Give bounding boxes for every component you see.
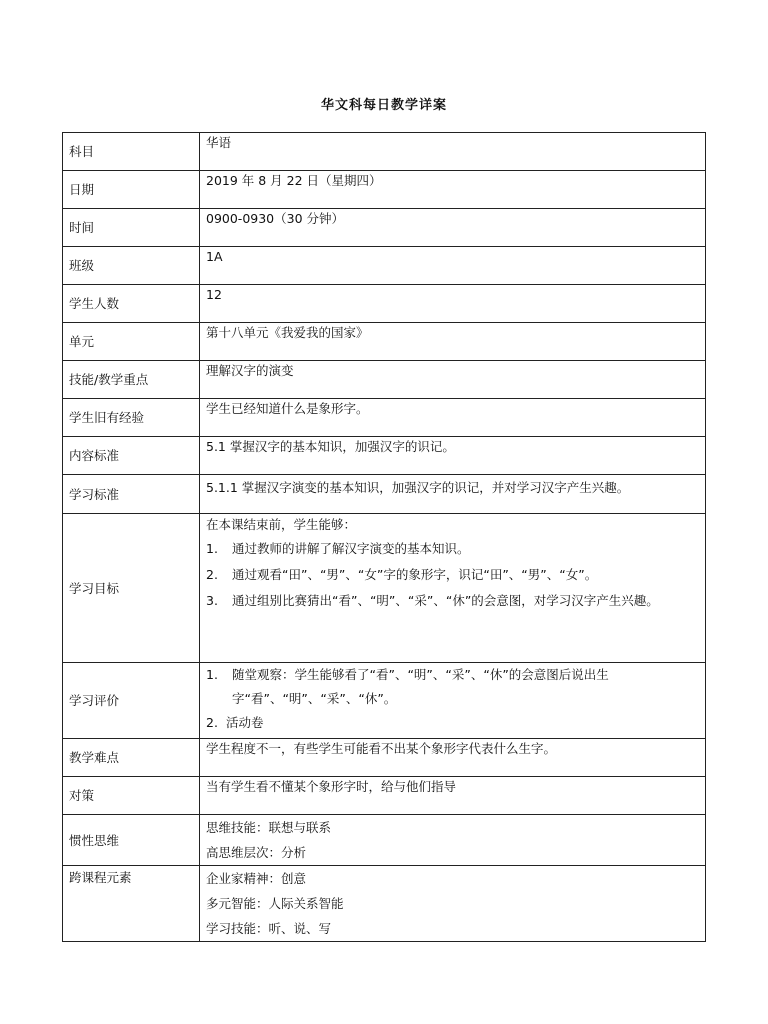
label-content-standard: 内容标准 [63, 437, 200, 475]
objective-item [206, 562, 699, 588]
label-focus: 技能/教学重点 [63, 361, 200, 399]
row-assessment [63, 663, 706, 739]
assessment-list [206, 663, 699, 735]
thinking-line: 高思维层次：分析 [206, 845, 307, 860]
label-class: 班级 [63, 247, 200, 285]
value-subject: 华语 [200, 133, 706, 171]
row-focus [63, 361, 706, 399]
value-unit: 第十八单元《我爱我的国家》 [200, 323, 706, 361]
row-strategy [63, 777, 706, 815]
label-cross-curricular: 跨课程元素 [63, 866, 200, 942]
objective-item [206, 536, 699, 562]
row-class [63, 247, 706, 285]
row-unit [63, 323, 706, 361]
value-prior-knowledge: 学生已经知道什么是象形字。 [200, 399, 706, 437]
value-content-standard: 5.1 掌握汉字的基本知识，加强汉字的识记。 [200, 437, 706, 475]
label-objectives: 学习目标 [63, 514, 200, 663]
assessment-text: 活动卷 [226, 715, 264, 730]
cross-line: 多元智能：人际关系智能 [206, 896, 344, 911]
learning-standard-text: 5.1.1 掌握汉字演变的基本知识，加强汉字的识记，并对学习汉字产生兴趣。 [206, 480, 630, 495]
objectives-list [206, 536, 699, 614]
label-unit: 单元 [63, 323, 200, 361]
value-learning-standard [200, 475, 706, 514]
row-date [63, 171, 706, 209]
label-prior-knowledge: 学生旧有经验 [63, 399, 200, 437]
objective-text: 通过教师的讲解了解汉字演变的基本知识。 [232, 541, 470, 556]
objective-text: 通过组别比赛猜出“看”、“明”、“采”、“休”的会意图，对学习汉字产生兴趣。 [232, 593, 659, 608]
value-objectives [200, 514, 706, 663]
label-time: 时间 [63, 209, 200, 247]
row-cross-curricular [63, 866, 706, 942]
row-subject [63, 133, 706, 171]
lesson-plan-table [62, 132, 706, 942]
value-students: 12 [200, 285, 706, 323]
row-prior-knowledge [63, 399, 706, 437]
value-time: 0900-0930（30 分钟） [200, 209, 706, 247]
value-class: 1A [200, 247, 706, 285]
assessment-item [206, 663, 699, 711]
assessment-number: 1. [206, 667, 218, 682]
objective-number: 1. [206, 541, 218, 556]
cross-line: 学习技能：听、说、写 [206, 921, 332, 936]
row-objectives [63, 514, 706, 663]
label-thinking: 惯性思维 [63, 815, 200, 866]
label-subject: 科目 [63, 133, 200, 171]
assessment-number: 2. [206, 715, 218, 730]
objectives-intro: 在本课结束前，学生能够： [206, 517, 357, 532]
value-date: 2019 年 8 月 22 日（星期四） [200, 171, 706, 209]
thinking-line: 思维技能：联想与联系 [206, 820, 332, 835]
objective-item [206, 588, 699, 614]
objective-number: 2. [206, 567, 218, 582]
objective-number: 3. [206, 593, 218, 608]
label-learning-standard: 学习标准 [63, 475, 200, 514]
document-title: 华文科每日教学详案 [320, 98, 447, 113]
label-date: 日期 [63, 171, 200, 209]
row-time [63, 209, 706, 247]
assessment-item [206, 711, 699, 735]
row-students [63, 285, 706, 323]
value-difficulty: 学生程度不一，有些学生可能看不出某个象形字代表什么生字。 [200, 739, 706, 777]
row-learning-standard [63, 475, 706, 514]
value-strategy: 当有学生看不懂某个象形字时，给与他们指导 [200, 777, 706, 815]
row-content-standard [63, 437, 706, 475]
value-thinking [200, 815, 706, 866]
cross-line: 企业家精神：创意 [206, 871, 307, 886]
label-strategy: 对策 [63, 777, 200, 815]
assessment-text: 随堂观察：学生能够看了“看”、“明”、“采”、“休”的会意图后说出生字“看”、“明”、“采”、“休”。 [232, 667, 609, 706]
value-assessment [200, 663, 706, 739]
row-thinking [63, 815, 706, 866]
label-assessment: 学习评价 [63, 663, 200, 739]
value-cross-curricular [200, 866, 706, 942]
label-students: 学生人数 [63, 285, 200, 323]
label-difficulty: 教学难点 [63, 739, 200, 777]
row-difficulty [63, 739, 706, 777]
objective-text: 通过观看“田”、“男”、“女”字的象形字，识记“田”、“男”、“女”。 [232, 567, 598, 582]
value-focus: 理解汉字的演变 [200, 361, 706, 399]
